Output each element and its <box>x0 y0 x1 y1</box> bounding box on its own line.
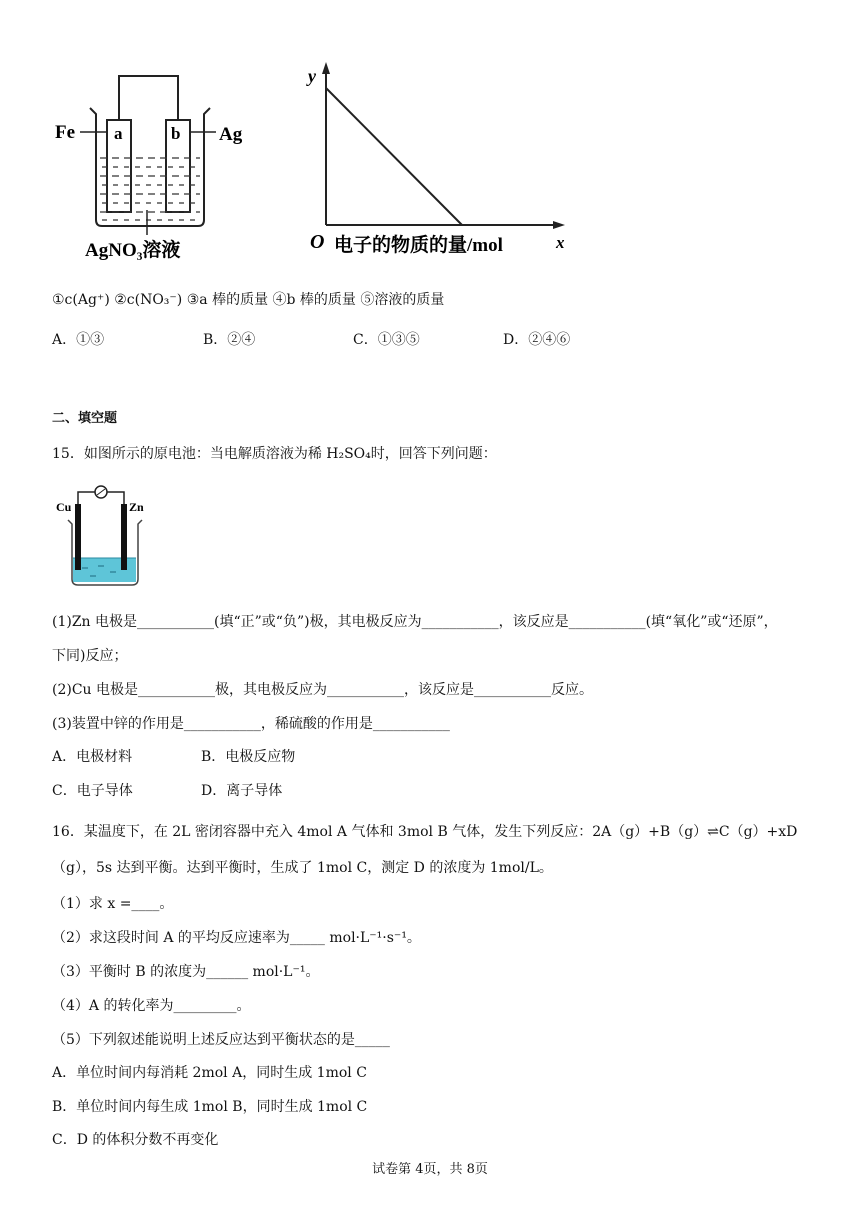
q15-option-d: D．离子导体 <box>201 783 283 799</box>
electrode-b-label: b <box>171 124 181 143</box>
q15-option-c: C．电子导体 <box>52 783 133 799</box>
origin-label: O <box>310 231 325 253</box>
electrode-a-label: a <box>114 124 123 143</box>
page-footer: 试卷第 4页，共 8页 <box>372 1162 488 1177</box>
zn-label: Zn <box>129 500 144 514</box>
q16-choice-a: A．单位时间内每消耗 2mol A，同时生成 1mol C <box>52 1065 367 1081</box>
q16-choice-b: B．单位时间内每生成 1mol B，同时生成 1mol C <box>52 1099 368 1115</box>
electrolysis-cell-figure <box>50 70 260 265</box>
section-title: 二、填空题 <box>52 411 118 426</box>
q16-part5: （5）下列叙述能说明上述反应达到平衡状态的是_____ <box>52 1032 390 1048</box>
y-axis-label: y <box>308 66 316 86</box>
solution-label: AgNO₃溶液 <box>85 240 181 261</box>
q15-stem: 15．如图所示的原电池：当电解质溶液为稀 H₂SO₄时，回答下列问题： <box>52 446 497 462</box>
x-axis-label: x <box>556 233 565 252</box>
q15-part1-line1: (1)Zn 电极是___________(填“正”或“负”)极，其电极反应为___________，该反应是___________(填“氧化”或“还原”， <box>52 614 778 630</box>
y-vs-electrons-graph <box>300 60 580 260</box>
cu-label: Cu <box>56 500 72 514</box>
q16-part4: （4）A 的转化率为_________。 <box>52 998 251 1014</box>
q14-choice-d: D．②④⑥ <box>503 332 571 348</box>
fe-label: Fe <box>55 122 76 143</box>
x-axis-title: 电子的物质的量/mol <box>334 235 503 256</box>
q15-part2: (2)Cu 电极是___________极，其电极反应为___________，该反应是___________反应。 <box>52 682 594 698</box>
galvanic-cell-figure <box>52 482 152 590</box>
q15-part3: (3)装置中锌的作用是___________，稀硫酸的作用是___________ <box>52 716 450 732</box>
q15-option-a: A．电极材料 <box>52 749 133 765</box>
q16-part1: （1）求 x =____。 <box>52 896 174 912</box>
q15-part1-line2: 下同)反应； <box>52 648 128 664</box>
q16-part3: （3）平衡时 B 的浓度为______ mol·L⁻¹。 <box>52 964 320 980</box>
q14-options-line: ①c(Ag⁺) ②c(NO₃⁻) ③a 棒的质量 ④b 棒的质量 ⑤溶液的质量 <box>52 292 445 308</box>
q16-stem-line2: （g），5s 达到平衡。达到平衡时，生成了 1mol C，测定 D 的浓度为 1mol/L。 <box>52 860 553 876</box>
q14-choice-b: B．②④ <box>203 332 256 348</box>
q14-choice-c: C．①③⑤ <box>353 332 420 348</box>
q16-stem-line1: 16．某温度下，在 2L 密闭容器中充入 4mol A 气体和 3mol B 气体，发生下列反应：2A（g）+B（g）⇌C（g）+xD <box>52 824 798 840</box>
q14-choice-a: A．①③ <box>52 332 105 348</box>
q15-option-b: B．电极反应物 <box>201 749 296 765</box>
q16-part2: （2）求这段时间 A 的平均反应速率为_____ mol·L⁻¹·s⁻¹。 <box>52 930 421 946</box>
q16-choice-c: C．D 的体积分数不再变化 <box>52 1132 219 1148</box>
ag-label: Ag <box>219 124 243 145</box>
